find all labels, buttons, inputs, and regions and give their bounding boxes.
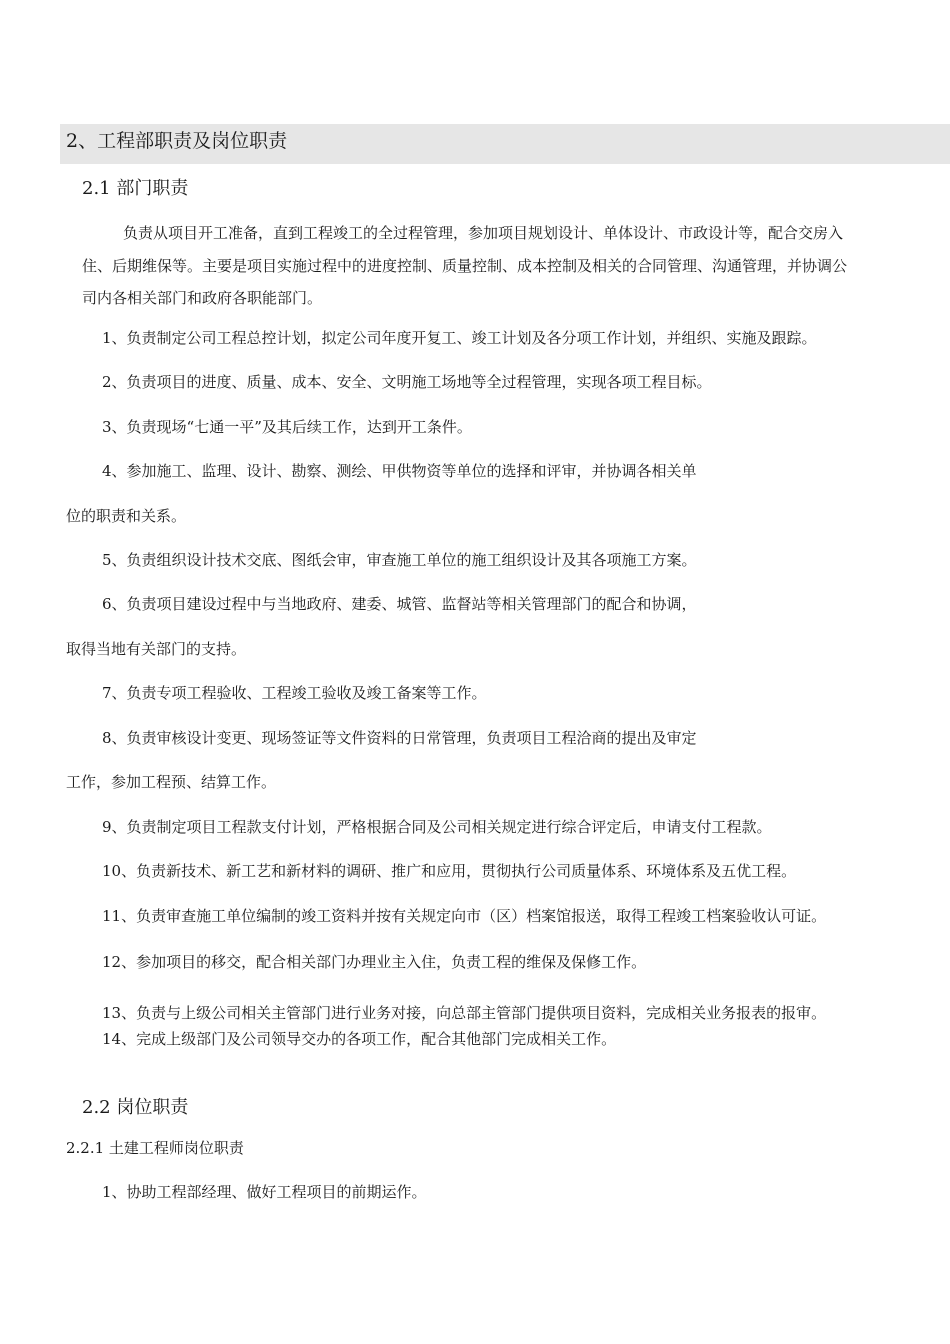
dept-duty-item: 3、负责现场“七通一平”及其后续工作，达到开工条件。 xyxy=(102,418,472,436)
dept-duty-item: 10、负责新技术、新工艺和新材料的调研、推广和应用，贯彻执行公司质量体系、环境体系及五优工程。 xyxy=(102,862,797,880)
dept-duty-item: 13、负责与上级公司相关主管部门进行业务对接，向总部主管部门提供项目资料，完成相关业务报表的报审。 xyxy=(102,1004,827,1022)
dept-intro-line: 司内各相关部门和政府各职能部门。 xyxy=(82,289,323,307)
dept-duty-item: 12、参加项目的移交，配合相关部门办理业主入住，负责工程的维保及保修工作。 xyxy=(102,953,647,971)
section-title: 2、工程部职责及岗位职责 xyxy=(66,130,288,152)
post-subsection-title: 2.2.1 土建工程师岗位职责 xyxy=(66,1139,244,1157)
dept-duty-item: 4、参加施工、监理、设计、勘察、测绘、甲供物资等单位的选择和评审，并协调各相关单 xyxy=(102,462,697,480)
dept-duty-item-continued: 位的职责和关系。 xyxy=(66,507,187,525)
dept-duty-item-continued: 取得当地有关部门的支持。 xyxy=(66,640,247,658)
dept-duty-item: 2、负责项目的进度、质量、成本、安全、文明施工场地等全过程管理，实现各项工程目标。 xyxy=(102,373,712,391)
dept-duty-item: 8、负责审核设计变更、现场签证等文件资料的日常管理，负责项目工程洽商的提出及审定 xyxy=(102,729,697,747)
dept-intro-line: 负责从项目开工准备，直到工程竣工的全过程管理，参加项目规划设计、单体设计、市政设计等，配合交房入 xyxy=(123,224,844,242)
dept-duties-title: 2.1 部门职责 xyxy=(82,178,189,199)
dept-duty-item: 14、完成上级部门及公司领导交办的各项工作，配合其他部门完成相关工作。 xyxy=(102,1030,617,1048)
dept-duty-item: 7、负责专项工程验收、工程竣工验收及竣工备案等工作。 xyxy=(102,684,487,702)
dept-duty-item: 5、负责组织设计技术交底、图纸会审，审查施工单位的施工组织设计及其各项施工方案。 xyxy=(102,551,697,569)
dept-duty-item: 6、负责项目建设过程中与当地政府、建委、城管、监督站等相关管理部门的配合和协调， xyxy=(102,595,697,613)
dept-duty-item: 11、负责审查施工单位编制的竣工资料并按有关规定向市（区）档案馆报送，取得工程竣工档案验收认可证。 xyxy=(102,907,827,925)
dept-intro-line: 住、后期维保等。主要是项目实施过程中的进度控制、质量控制、成本控制及相关的合同管理、沟通管理，并协调公 xyxy=(82,257,848,275)
post-duty-item: 1、协助工程部经理、做好工程项目的前期运作。 xyxy=(102,1183,427,1201)
dept-duty-item: 1、负责制定公司工程总控计划，拟定公司年度开复工、竣工计划及各分项工作计划，并组织、实施及跟踪。 xyxy=(102,329,817,347)
dept-duty-item-continued: 工作，参加工程预、结算工作。 xyxy=(66,773,277,791)
post-duties-title: 2.2 岗位职责 xyxy=(82,1097,189,1118)
dept-duty-item: 9、负责制定项目工程款支付计划，严格根据合同及公司相关规定进行综合评定后，申请支付工程款。 xyxy=(102,818,772,836)
